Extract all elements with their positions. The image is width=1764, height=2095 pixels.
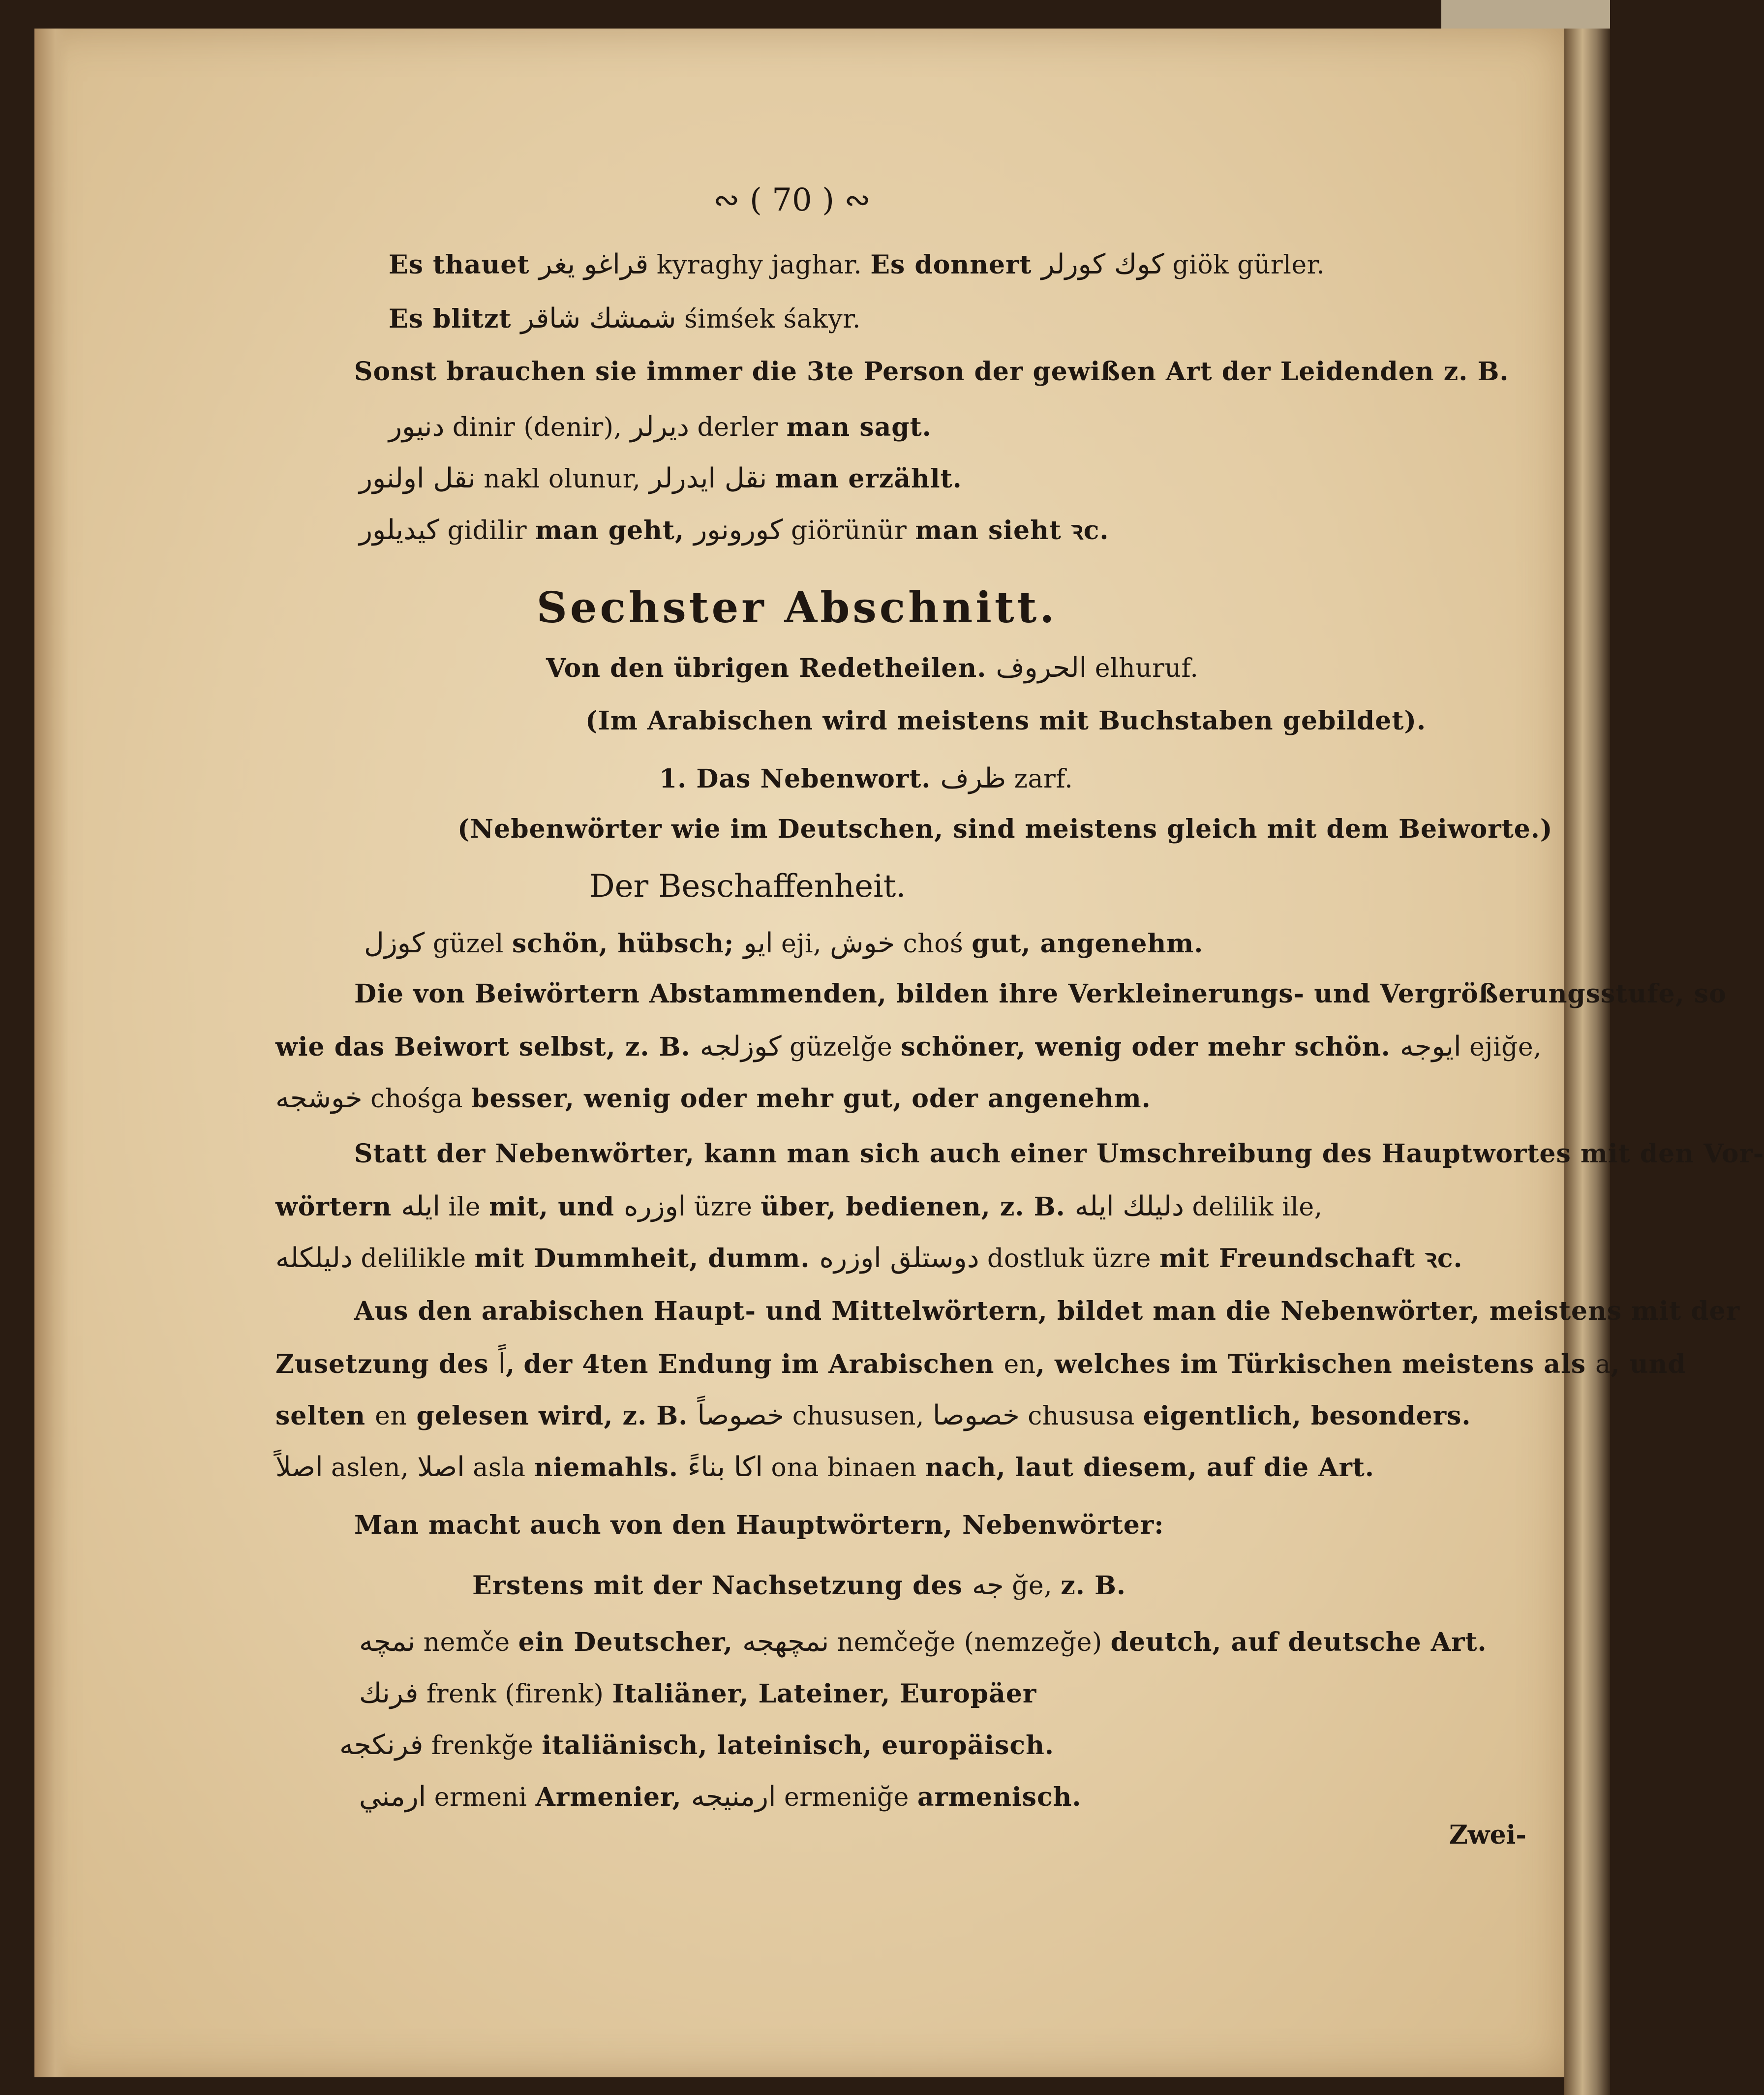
text-line <box>585 708 1426 734</box>
german-text: gut, angenehm. <box>972 929 1204 959</box>
transliteration: a <box>1595 1350 1611 1379</box>
section-title: Sechster Abschnitt. <box>536 583 1058 633</box>
transliteration: güzelğe <box>781 1032 901 1062</box>
transliteration: elhuruf. <box>1087 654 1199 683</box>
german-text: schöner, wenig oder mehr schön. <box>901 1032 1400 1062</box>
text-line <box>389 305 861 333</box>
text-line <box>275 1082 1151 1114</box>
arabic-script: خوش <box>830 927 895 959</box>
text-line <box>275 1033 1542 1061</box>
catchword: Zwei- <box>1449 1820 1526 1850</box>
transliteration: üzre <box>686 1192 761 1222</box>
text-line <box>354 1296 1740 1326</box>
german-text: selten <box>275 1401 375 1431</box>
arabic-script: كورونور <box>694 514 783 546</box>
arabic-script: فرنك <box>359 1677 419 1709</box>
german-text: mit Dummheit, dumm. <box>474 1244 820 1274</box>
arabic-script: ارمنيجه <box>691 1781 776 1813</box>
german-text: Es donnert <box>870 250 1041 280</box>
transliteration: nakl olunur, <box>475 464 649 494</box>
transliteration: frenk (firenk) <box>418 1679 612 1709</box>
arabic-script: كوزل <box>364 927 425 959</box>
transliteration: chususen, <box>784 1401 933 1431</box>
german-text: , und <box>1611 1349 1686 1379</box>
transliteration: gidilir <box>439 516 536 546</box>
arabic-script: ايله <box>401 1190 440 1222</box>
text-line <box>389 248 1325 280</box>
transliteration: kyraghy jaghar. <box>648 250 871 280</box>
text-line <box>359 462 962 494</box>
arabic-script: اً <box>498 1348 506 1380</box>
text-line <box>275 1350 1686 1378</box>
arabic-script: كيديلور <box>359 514 440 546</box>
german-text: mit, und <box>489 1192 624 1222</box>
german-text: (Nebenwörter wie im Deutschen, sind meistens gleich mit dem Beiworte.) <box>457 814 1553 844</box>
transliteration: ona binaen <box>763 1453 925 1483</box>
transliteration: śimśek śakyr. <box>676 304 861 334</box>
arabic-script: كوك كورلر <box>1041 248 1164 280</box>
german-text: deutch, auf deutsche Art. <box>1110 1627 1487 1657</box>
arabic-script: اوزره <box>624 1190 686 1222</box>
text-line <box>275 1399 1471 1431</box>
arabic-script: اكا بناءً <box>688 1451 763 1483</box>
text-line <box>339 1731 1054 1759</box>
transliteration: ermeni <box>426 1783 536 1812</box>
transliteration: delilik ile, <box>1184 1192 1323 1222</box>
transliteration: ile <box>440 1192 489 1222</box>
german-text: armenisch. <box>917 1782 1082 1812</box>
german-text: man sagt. <box>786 412 932 442</box>
german-text: z. B. <box>1061 1571 1126 1601</box>
german-text: man geht, <box>535 516 694 546</box>
text-line <box>364 927 1204 959</box>
german-text: Sonst brauchen sie immer die 3te Person der gewißen Art der Leidenden z. B. <box>354 357 1509 387</box>
arabic-script: جه <box>972 1569 1004 1601</box>
transliteration: dinir (denir), <box>444 413 631 442</box>
german-text: man sieht ꝛc. <box>915 516 1109 546</box>
text-line <box>275 1242 1463 1274</box>
german-text: schön, hübsch; <box>512 929 744 959</box>
page-number: ∾ ( 70 ) ∾ <box>713 182 871 218</box>
arabic-script: كوزلجه <box>700 1031 782 1063</box>
text-line <box>457 814 1553 844</box>
arabic-script: نقل اولنور <box>359 462 476 494</box>
arabic-script: دنيور <box>389 411 445 443</box>
transliteration: güzel <box>425 929 512 959</box>
transliteration: derler <box>689 413 787 442</box>
german-text: Erstens mit der Nachsetzung des <box>472 1571 972 1601</box>
transliteration: ejiğe, <box>1461 1032 1542 1062</box>
german-text: Zusetzung des <box>275 1349 498 1379</box>
arabic-script: شمشك شاقر <box>520 303 676 334</box>
text-line <box>354 1141 1764 1167</box>
arabic-script: دوستلق اوزره <box>819 1242 979 1274</box>
transliteration: en <box>1004 1350 1036 1379</box>
german-text: Aus den arabischen Haupt- und Mittelwörtern, bildet man die Nebenwörter, meistens mit der <box>354 1296 1740 1326</box>
text-line <box>275 1190 1323 1222</box>
german-text: (Im Arabischen wird meistens mit Buchstaben gebildet). <box>585 706 1427 736</box>
text-line <box>354 981 1727 1007</box>
arabic-script: قراغو يغر <box>539 248 649 280</box>
arabic-script: نقل ايدرلر <box>649 462 767 494</box>
german-text: italiänisch, lateinisch, europäisch. <box>542 1731 1054 1761</box>
german-text: Es thauet <box>389 250 539 280</box>
text-line <box>275 1451 1375 1483</box>
transliteration: choś <box>895 929 972 959</box>
german-text: wie das Beiwort selbst, z. B. <box>275 1032 700 1062</box>
arabic-script: فرنكجه <box>339 1729 424 1761</box>
arabic-script: ايوجه <box>1399 1031 1461 1063</box>
text-line <box>359 1628 1487 1656</box>
transliteration: nemče <box>415 1628 518 1657</box>
german-text: mit Freundschaft ꝛc. <box>1159 1244 1463 1274</box>
arabic-script: خوشجه <box>275 1082 363 1114</box>
arabic-script: الحروف <box>996 652 1087 684</box>
transliteration: dostluk üzre <box>979 1244 1159 1274</box>
text-line <box>359 1783 1082 1811</box>
subsection-title: Der Beschaffenheit. <box>589 868 906 905</box>
arabic-script: اصلاً <box>275 1451 323 1483</box>
transliteration: ğe, <box>1004 1571 1061 1601</box>
german-text: Italiäner, Lateiner, Europäer <box>612 1679 1037 1709</box>
text-line <box>472 1569 1126 1601</box>
transliteration: chośga <box>362 1084 472 1114</box>
text-line <box>359 1677 1037 1709</box>
arabic-script: ديرلر <box>630 411 689 443</box>
german-text: , welches im Türkischen meistens als <box>1035 1349 1596 1379</box>
transliteration: nemčeğe (nemzeğe) <box>829 1628 1111 1657</box>
transliteration: ermeniğe <box>776 1783 917 1812</box>
text-line <box>546 654 1198 682</box>
german-text: Die von Beiwörtern Abstammenden, bilden ihre Verkleinerungs- und Vergrößerungsstufe, so <box>354 979 1727 1009</box>
text-line <box>389 413 932 441</box>
german-text: 1. Das Nebenwort. <box>659 764 941 794</box>
german-text: über, bedienen, z. B. <box>760 1192 1075 1222</box>
arabic-script: اصلا <box>417 1451 465 1483</box>
transliteration: giörünür <box>783 516 915 546</box>
transliteration: aslen, <box>323 1453 418 1483</box>
arabic-script: ارمني <box>359 1781 426 1813</box>
transliteration: zarf. <box>1006 764 1073 794</box>
german-text: ein Deutscher, <box>518 1627 743 1657</box>
german-text: besser, wenig oder mehr gut, oder angenehm. <box>471 1084 1151 1114</box>
arabic-script: نمچهجه <box>742 1626 829 1658</box>
german-text: man erzählt. <box>775 464 962 494</box>
arabic-script: خصوصاً <box>697 1399 785 1431</box>
arabic-script: دليلك ايله <box>1074 1190 1184 1222</box>
german-text: Von den übrigen Redetheilen. <box>546 653 996 683</box>
german-text: Statt der Nebenwörter, kann man sich auch einer Umschreibung des Hauptwortes mit den Vor- <box>354 1139 1764 1169</box>
german-text: wörtern <box>275 1192 401 1222</box>
transliteration: asla <box>464 1453 534 1483</box>
text-line <box>354 1510 1164 1540</box>
german-text: gelesen wird, z. B. <box>407 1401 698 1431</box>
transliteration: chususa <box>1019 1401 1143 1431</box>
transliteration: en <box>375 1401 407 1431</box>
text-line <box>354 359 1509 385</box>
german-text: eigentlich, besonders. <box>1143 1401 1471 1431</box>
arabic-script: نمچه <box>359 1626 416 1658</box>
transliteration <box>767 464 775 494</box>
arabic-script: دليلكله <box>275 1242 353 1274</box>
transliteration: delilikle <box>352 1244 475 1274</box>
text-line <box>659 762 1073 794</box>
arabic-script: ظرف <box>940 762 1006 794</box>
text-line <box>359 516 1109 544</box>
german-text: Armenier, <box>535 1782 691 1812</box>
transliteration: eji, <box>773 929 830 959</box>
transliteration: frenkğe <box>423 1731 542 1761</box>
arabic-script: خصوصا <box>933 1399 1020 1431</box>
german-text: Es blitzt <box>389 304 521 334</box>
transliteration: giök gürler. <box>1164 250 1325 280</box>
german-text: , der 4ten Endung im Arabischen <box>506 1349 1004 1379</box>
german-text: niemahls. <box>534 1453 688 1483</box>
arabic-script: ايو <box>743 927 773 959</box>
german-text: nach, laut diesem, auf die Art. <box>925 1453 1375 1483</box>
german-text: Man macht auch von den Hauptwörtern, Nebenwörter: <box>354 1510 1164 1540</box>
